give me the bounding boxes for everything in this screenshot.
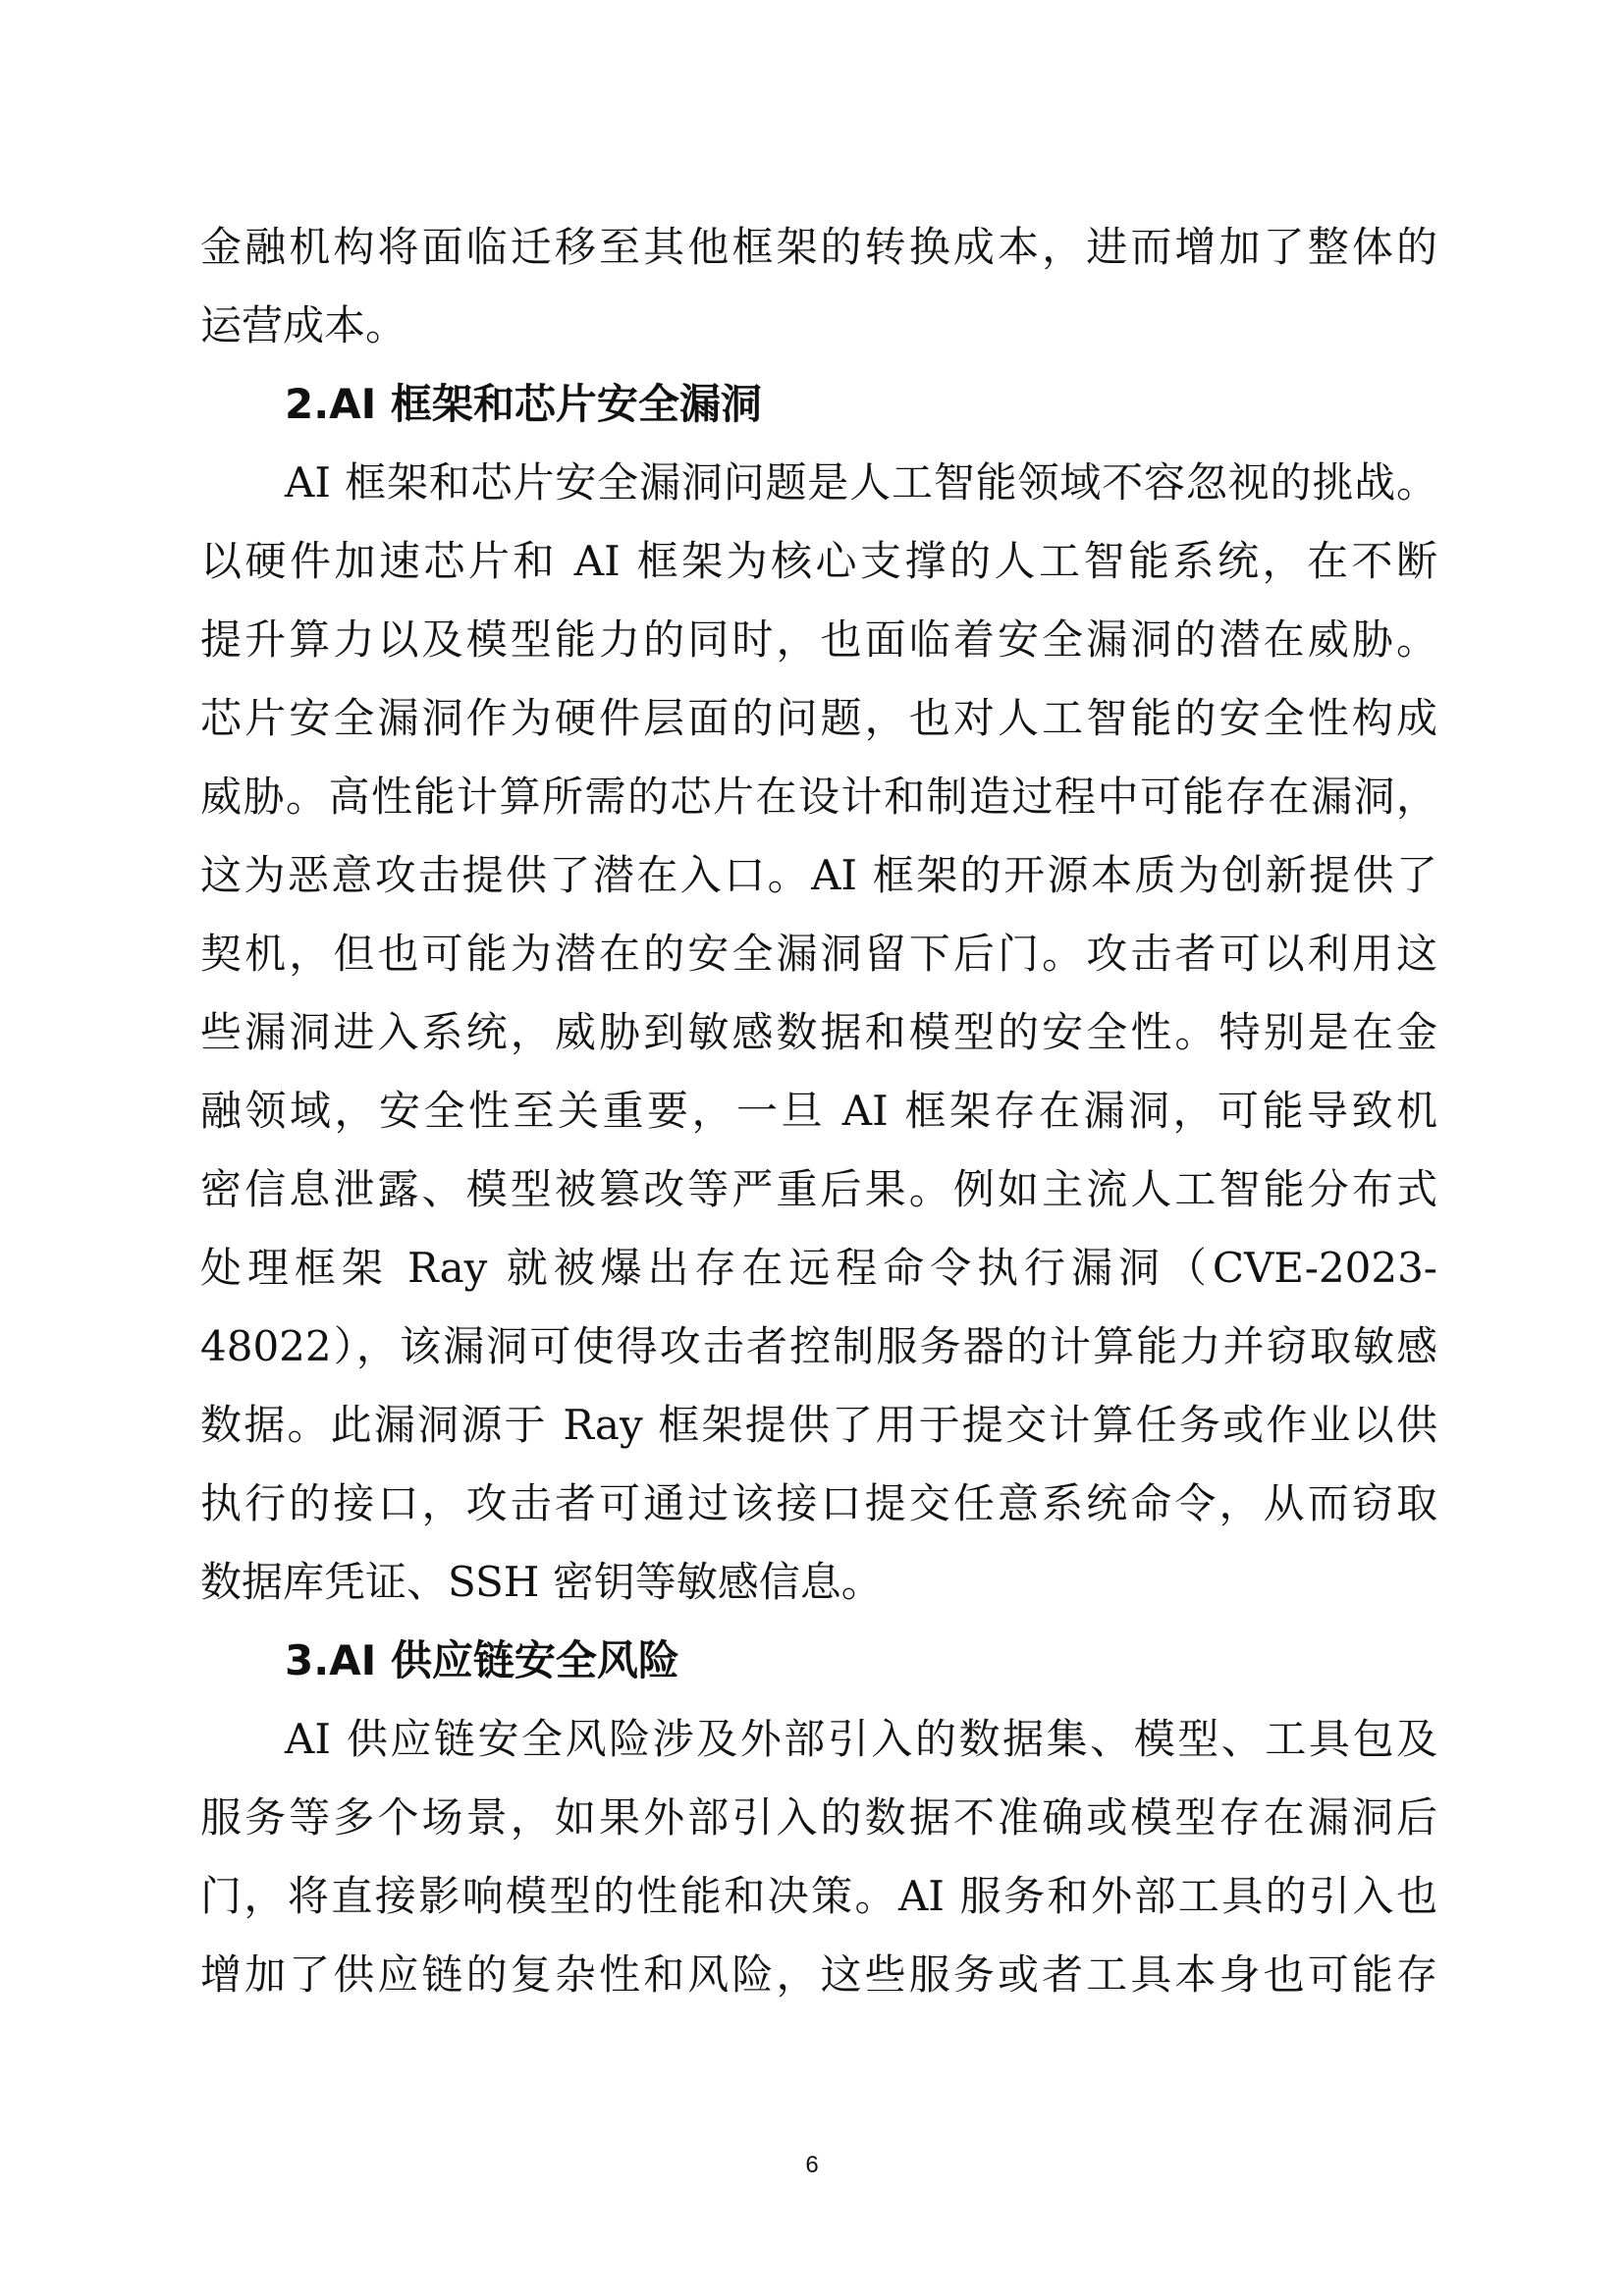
paragraph-line: 些漏洞进入系统，威胁到敏感数据和模型的安全性。特别是在金 (200, 1008, 1437, 1056)
paragraph-line: 这为恶意攻击提供了潜在入口。AI 框架的开源本质为创新提供了 (200, 851, 1437, 899)
paragraph-line: 处理框架 Ray 就被爆出存在远程命令执行漏洞（CVE-2023- (200, 1244, 1437, 1292)
paragraph-line: 芯片安全漏洞作为硬件层面的问题，也对人工智能的安全性构成 (200, 694, 1437, 742)
paragraph-line: AI 供应链安全风险涉及外部引入的数据集、模型、工具包及 (285, 1715, 1437, 1763)
page-number: 6 (805, 2152, 819, 2178)
paragraph-line: 门，将直接影响模型的性能和决策。AI 服务和外部工具的引入也 (200, 1872, 1437, 1920)
section-heading-3: 3.AI 供应链安全风险 (285, 1636, 679, 1684)
paragraph-line: 融领域，安全性至关重要，一旦 AI 框架存在漏洞，可能导致机 (200, 1087, 1437, 1135)
paragraph-line: 数据。此漏洞源于 Ray 框架提供了用于提交计算任务或作业以供 (200, 1401, 1437, 1449)
paragraph-line: 数据库凭证、SSH 密钥等敏感信息。 (200, 1558, 883, 1606)
paragraph-line: 增加了供应链的复杂性和风险，这些服务或者工具本身也可能存 (200, 1950, 1437, 1999)
paragraph-line: 48022），该漏洞可使得攻击者控制服务器的计算能力并窃取敏感 (200, 1322, 1437, 1370)
paragraph-line: 以硬件加速芯片和 AI 框架为核心支撑的人工智能系统，在不断 (200, 537, 1437, 585)
paragraph-line: 服务等多个场景，如果外部引入的数据不准确或模型存在漏洞后 (200, 1793, 1437, 1842)
paragraph-line: 执行的接口，攻击者可通过该接口提交任意系统命令，从而窃取 (200, 1479, 1437, 1527)
paragraph-line: 金融机构将面临迁移至其他框架的转换成本，进而增加了整体的 (200, 223, 1437, 271)
paragraph-line: AI 框架和芯片安全漏洞问题是人工智能领域不容忽视的挑战。 (285, 458, 1437, 507)
section-heading-2: 2.AI 框架和芯片安全漏洞 (285, 380, 762, 428)
paragraph-line: 运营成本。 (200, 301, 407, 349)
paragraph-line: 提升算力以及模型能力的同时，也面临着安全漏洞的潜在威胁。 (200, 615, 1437, 664)
paragraph-line: 密信息泄露、模型被篡改等严重后果。例如主流人工智能分布式 (200, 1165, 1437, 1213)
paragraph-line: 契机，但也可能为潜在的安全漏洞留下后门。攻击者可以利用这 (200, 930, 1437, 978)
paragraph-line: 威胁。高性能计算所需的芯片在设计和制造过程中可能存在漏洞， (200, 773, 1437, 821)
